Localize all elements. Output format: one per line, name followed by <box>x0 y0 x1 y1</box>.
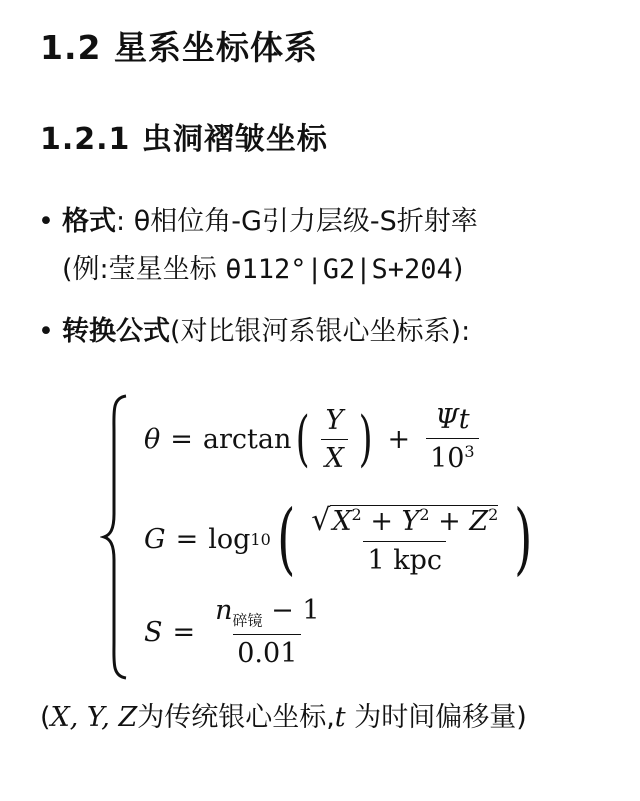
left-paren-icon: ( <box>276 494 296 584</box>
example-code: θ112°|G2|S+204 <box>225 254 453 285</box>
format-colon: : <box>116 206 126 237</box>
psi-t-numerator: Ψt <box>435 404 470 435</box>
plus-sign: + <box>387 423 411 455</box>
radicand: $X^2 + Y^2 + Z^2$ <box>332 504 499 537</box>
sqrt-icon: √ <box>311 502 331 538</box>
format-label: 格式 <box>62 206 116 237</box>
right-paren-icon: ) <box>514 494 533 584</box>
ten-cubed-denominator <box>426 438 479 474</box>
bullet-dot-icon: • <box>38 206 54 237</box>
refraction-fraction <box>211 595 323 668</box>
conversion-label: 转换公式 <box>62 316 170 347</box>
format-text: θ相位角-G引力层级-S折射率 <box>133 206 478 237</box>
ten-base: 10 <box>430 443 465 474</box>
conversion-bullet <box>38 308 618 356</box>
left-brace-icon <box>100 392 130 682</box>
g-formula <box>144 492 539 586</box>
note-text-2: 为时间偏移量) <box>354 702 527 733</box>
left-paren-icon: ( <box>296 404 311 474</box>
note-text-1: 为传统银心坐标, <box>137 702 335 733</box>
s-symbol: S <box>144 616 163 648</box>
z-var: Z <box>469 505 489 537</box>
example-prefix: (例:莹星坐标 <box>62 254 217 285</box>
y-numerator: Y <box>325 404 344 436</box>
log-func: log <box>208 523 251 555</box>
minus-one: − 1 <box>271 595 320 627</box>
y-var: Y <box>401 505 420 537</box>
equals-sign: = <box>170 423 193 455</box>
formula-block <box>100 392 560 682</box>
example-suffix: ) <box>452 254 464 285</box>
variable-note <box>40 696 610 740</box>
note-open-paren: ( <box>40 702 51 733</box>
section-title: 1.2 星系坐标体系 <box>40 28 318 67</box>
format-bullet <box>38 198 618 294</box>
format-example <box>38 246 618 294</box>
g-symbol: G <box>144 523 166 555</box>
y-exponent: 2 <box>419 504 430 524</box>
n-subscript: 碎镜 <box>232 611 263 630</box>
refraction-numerator <box>211 595 323 633</box>
right-paren-icon: ) <box>358 404 373 474</box>
theta-symbol: θ <box>144 423 161 455</box>
y-over-x-fraction <box>321 405 348 474</box>
s-formula <box>144 592 330 672</box>
kpc-denominator: 1 kpc <box>363 541 446 576</box>
cube-exponent: 3 <box>464 442 475 461</box>
bullet-dot-icon: • <box>38 316 54 347</box>
arctan-func: arctan <box>202 423 292 455</box>
theta-formula <box>144 398 485 480</box>
z-exponent: 2 <box>488 504 499 524</box>
note-vars: X, Y, Z <box>50 702 138 733</box>
x-exponent: 2 <box>351 504 362 524</box>
equals-sign: = <box>175 523 199 555</box>
psi-t-fraction <box>426 404 479 474</box>
sqrt-expression <box>307 503 502 541</box>
note-t-var: t <box>334 702 346 733</box>
x-denominator: X <box>321 439 348 474</box>
subsection-title: 1.2.1 虫洞褶皱坐标 <box>40 122 328 157</box>
distance-fraction <box>307 503 502 576</box>
refraction-denominator: 0.01 <box>233 634 301 669</box>
x-var: X <box>332 505 352 537</box>
conversion-text: (对比银河系银心坐标系): <box>170 316 471 347</box>
n-var: n <box>215 595 233 627</box>
equals-sign: = <box>172 616 196 648</box>
log-base: 10 <box>250 529 271 549</box>
